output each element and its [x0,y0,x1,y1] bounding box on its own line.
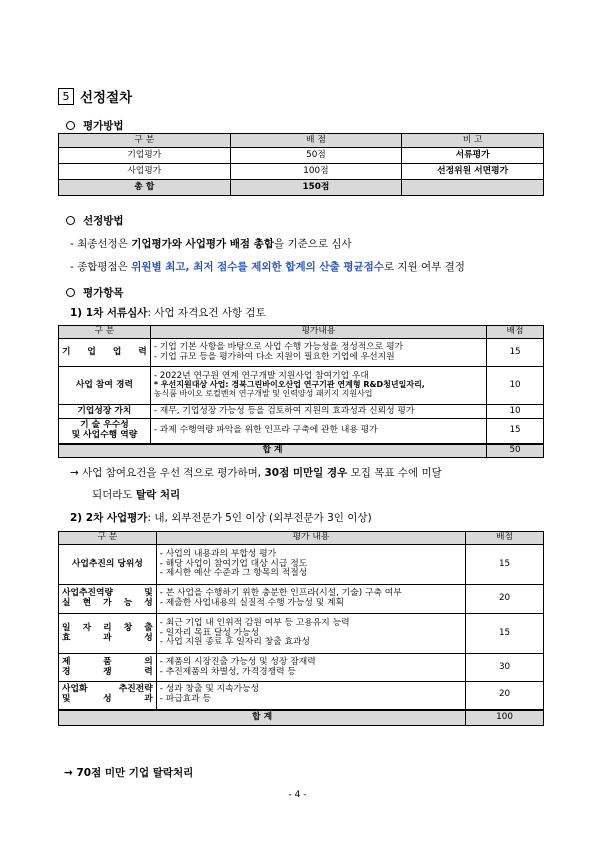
table-header: 구 분 [59,532,157,545]
table-cell: 100점 [230,164,402,180]
circle-bullet-icon [66,121,75,130]
row-score: 10 [487,405,544,419]
eval-items-heading: 평가항목 [66,285,124,300]
row-label: 사업 참여 경력 [59,367,151,405]
row-score: 15 [487,419,544,444]
row-content: - 2022년 연구원 연계 연구개발 지원사업 참여기업 우대 * 우선지원대상 사업: 경북그린바이오산업 연구기관 연계형 R&D청년일자리, 농식품 바이오 로컬벤처 연구개발 및 인력양성 패키지 지원사업 [150,367,486,405]
total-score: 100 [466,710,544,726]
row-content: - 기업 기본 사항을 바탕으로 사업 수행 가능성을 정성적으로 평가 - 기업 규모 등을 평가하여 다소 지원이 필요한 기업에 우선지원 [150,339,486,367]
selection-method-heading: 선정방법 [66,213,124,228]
eval-method-heading: 평가방법 [66,118,124,133]
section-title [58,86,132,106]
row-label: 기업성장 가치 [59,405,151,419]
table-row [59,339,544,367]
row-content: - 과제 수행역량 파악을 위한 인프라 구축에 관한 내용 평가 [150,419,486,444]
section-number: 5 [58,88,74,105]
row-label: 사업화 추진전략 및 성 과 [59,682,157,710]
table-header: 구 분 [59,326,151,339]
table-row [59,405,544,419]
table-row [59,585,544,614]
row-label: 사업추진의 당위성 [59,545,157,585]
row-score: 10 [487,367,544,405]
first-review-note-2: 되더라도 탈락 처리 [92,489,181,501]
row-score: 15 [466,545,544,585]
first-review-title: 1) 1차 서류심사: 사업 자격요건 사항 검토 [70,307,266,319]
table-header: 비 고 [402,134,544,148]
table-row [59,682,544,710]
row-label: 기 업 업 력 [59,339,151,367]
total-score: 50 [487,444,544,458]
table-header: 평가내용 [150,326,486,339]
selection-line-2: - 종합평점은 위원별 최고, 최저 점수를 제외한 합계의 산출 평균점수로 지원 여부 결정 [70,261,465,273]
table-row [59,545,544,585]
first-review-note-1: → 사업 참여요건을 우선 적으로 평가하며, 30점 미만일 경우 모집 목표 수에 미달 [70,467,442,479]
table-row [59,614,544,654]
row-content: - 최근 기업 내 인위적 감원 여부 등 고용유지 능력 - 일자리 목표 달성 가능성 - 사업 지원 종료 후 일자리 창출 효과성 [156,614,465,654]
row-label: 기 술 우수성 및 사업수행 역량 [59,419,151,444]
table-cell [402,180,544,196]
table-cell: 사업평가 [59,164,231,180]
eval-method-table [58,133,544,196]
second-review-note: → 70점 미만 기업 탈락처리 [64,767,194,779]
row-content: - 성과 창출 및 지속가능성 - 파급효과 등 [156,682,465,710]
page-number: - 4 - [288,790,307,800]
total-label: 합 계 [59,710,466,726]
table-cell: 선정위원 서면평가 [402,164,544,180]
row-content: - 재무, 기업성장 가능성 등을 검토하여 지원의 효과성과 신뢰성 평가 [150,405,486,419]
table-header: 배 점 [230,134,402,148]
table-row [59,419,544,444]
first-review-table [58,325,544,458]
row-score: 30 [466,654,544,682]
total-row [59,710,544,726]
row-label: 제 품 의 경 쟁 력 [59,654,157,682]
row-label: 일 자 리 창 출 효 과 성 [59,614,157,654]
table-header: 배점 [487,326,544,339]
row-content: - 본 사업을 수행하기 위한 충분한 인프라(시설, 기술) 구축 여부 - 제출한 사업내용의 실질적 수행 가능성 및 계획 [156,585,465,614]
row-label: 사업추진역량 및 실 현 가 능 성 [59,585,157,614]
table-cell: 150점 [230,180,402,196]
table-row [59,367,544,405]
row-score: 15 [487,339,544,367]
circle-bullet-icon [66,216,75,225]
table-cell: 총 합 [59,180,231,196]
table-header: 배점 [466,532,544,545]
total-label: 합 계 [59,444,487,458]
second-review-title: 2) 2차 사업평가: 내, 외부전문가 5인 이상 (외부전문가 3인 이상) [70,512,372,524]
row-score: 20 [466,682,544,710]
row-content: - 제품의 시장진출 가능성 및 성장 잠재력 - 추진제품의 차별성, 가격경쟁력 등 [156,654,465,682]
table-cell: 50점 [230,148,402,164]
total-row [59,444,544,458]
table-header: 평가 내용 [156,532,465,545]
selection-line-1: - 최종선정은 기업평가와 사업평가 배점 총합을 기준으로 심사 [70,238,352,250]
row-content: - 사업의 내용과의 부합성 평가 - 해당 사업이 참여기업 대상 시급 정도 - 제시한 예산 수준과 그 항목의 적절성 [156,545,465,585]
table-header: 구 분 [59,134,231,148]
second-review-table [58,531,544,726]
table-row [59,654,544,682]
circle-bullet-icon [66,288,75,297]
table-cell: 기업평가 [59,148,231,164]
row-score: 15 [466,614,544,654]
row-score: 20 [466,585,544,614]
section-title-text: 선정절차 [80,90,133,106]
table-cell: 서류평가 [402,148,544,164]
